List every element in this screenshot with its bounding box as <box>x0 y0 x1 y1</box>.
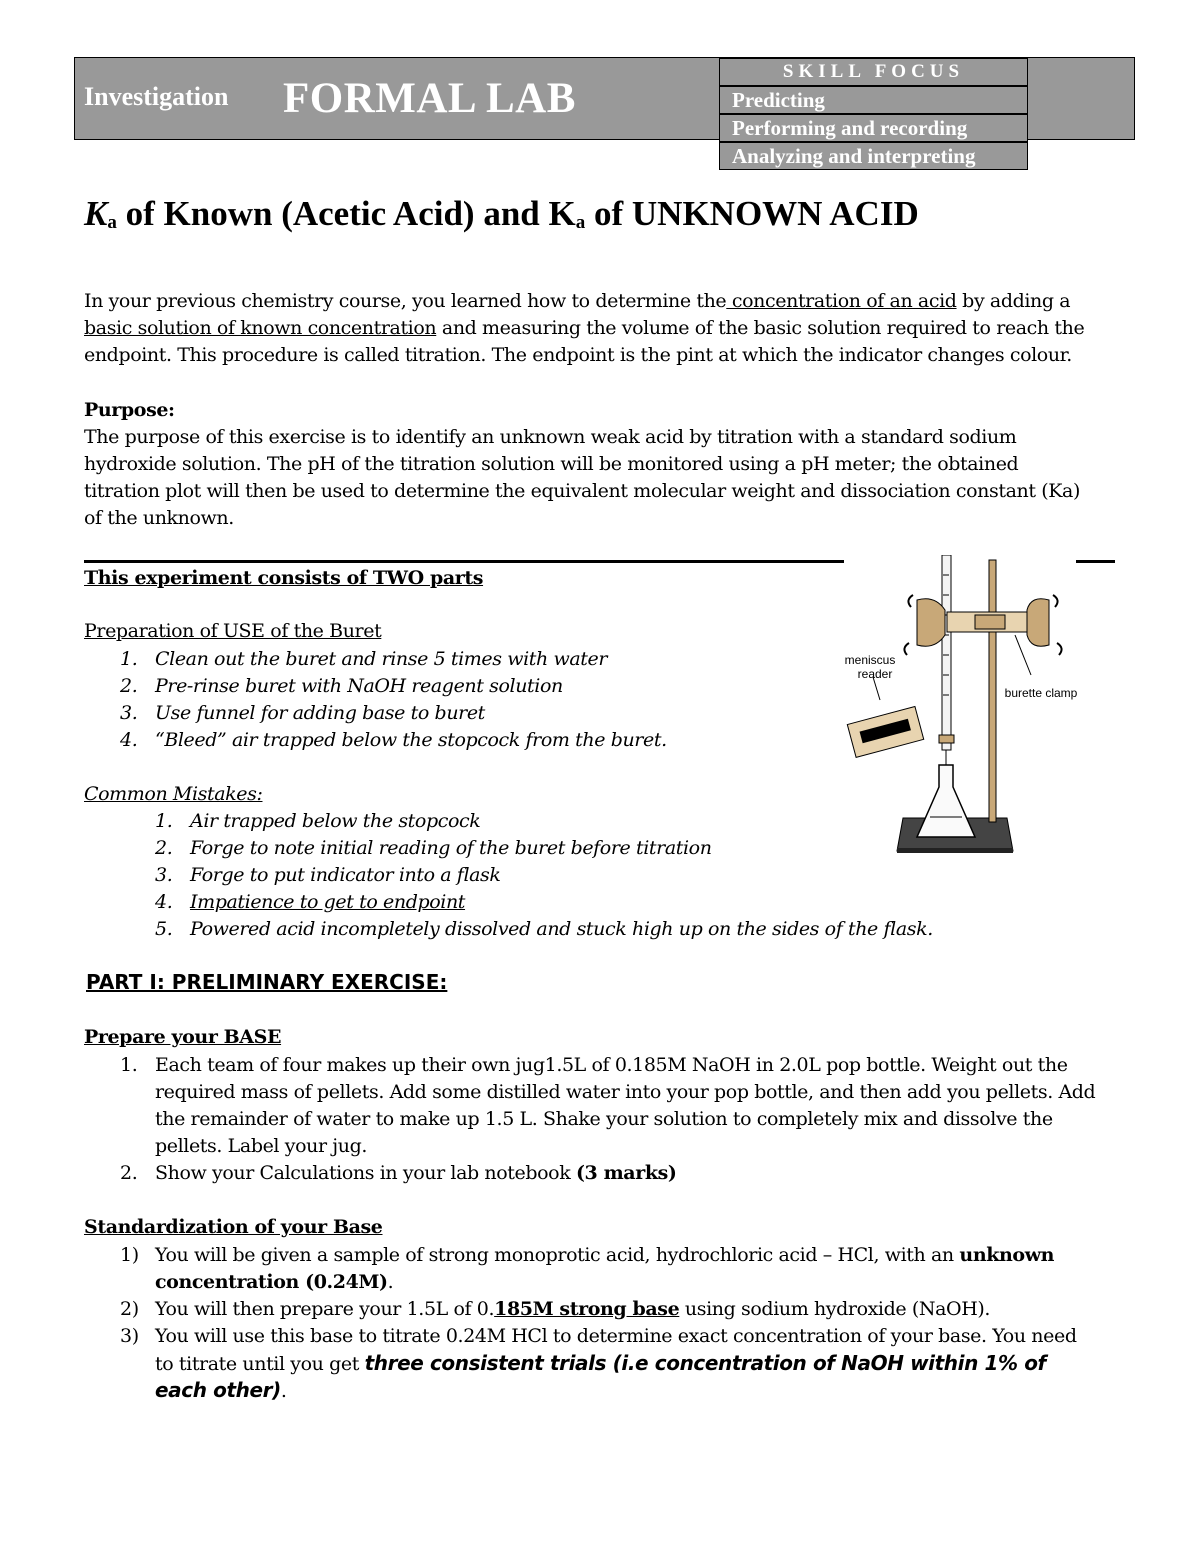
std-step-1-num: 1) <box>120 1244 139 1266</box>
std-step-3-num: 3) <box>120 1325 139 1347</box>
meniscus-label-line-1: meniscus <box>844 653 896 667</box>
base-step-2: Show your Calculations in your lab notebook (3 marks) <box>155 1162 677 1184</box>
part1-heading: PART I: PRELIMINARY EXERCISE: <box>86 970 448 994</box>
burette-clamp-label: burette clamp <box>1004 686 1078 700</box>
intro-line-1: In your previous chemistry course, you learned how to determine the concentration of an acid by adding a <box>84 290 1071 312</box>
base-step-1-line-1: Each team of four makes up their own jug1.5L of 0.185M NaOH in 2.0L pop bottle. Weight out the <box>155 1054 1068 1076</box>
base-step-1-line-3: the remainder of water to make up 1.5 L. Shake your solution to completely mix and dissolve the <box>155 1108 1053 1130</box>
purpose-line-2: hydroxide solution. The pH of the titration solution will be monitored using a pH meter; the obtained <box>84 453 1019 475</box>
prep-heading: Preparation of USE of the Buret <box>84 620 382 642</box>
meniscus-label-line-2: reader <box>857 667 893 681</box>
base-step-2-num: 2. <box>120 1162 138 1184</box>
divider-rule <box>84 560 844 563</box>
base-step-1-line-2: required mass of pellets. Add some distilled water into your pop bottle, and then add you pellets. Add <box>155 1081 1096 1103</box>
std-step-2-num: 2) <box>120 1298 139 1320</box>
skill-predicting: Predicting <box>719 86 1028 114</box>
page-title: $K_a$ of Known (Acetic Acid) and $K_a$ of UNKNOWN ACID <box>84 194 919 233</box>
intro-line-2: basic solution of known concentration and measuring the volume of the basic solution required to reach the <box>84 317 1085 339</box>
experiment-heading: This experiment consists of TWO parts <box>84 567 484 589</box>
skill-analyzing: Analyzing and interpreting <box>719 142 1028 170</box>
std-step-3-line-3: each other). <box>155 1378 287 1402</box>
std-step-1-line-2: concentration (0.24M). <box>155 1271 394 1293</box>
investigation-label: Investigation <box>84 82 229 111</box>
formal-lab-title: FORMAL LAB <box>283 75 576 122</box>
std-step-3-line-1: You will use this base to titrate 0.24M HCl to determine exact concentration of your base. You need <box>155 1325 1077 1347</box>
base-step-1-num: 1. <box>120 1054 138 1076</box>
std-heading: Standardization of your Base <box>84 1216 383 1238</box>
purpose-heading: Purpose: <box>84 399 175 421</box>
buret-stand-figure <box>835 555 1120 860</box>
base-heading: Prepare your BASE <box>84 1026 282 1048</box>
purpose-line-4: of the unknown. <box>84 507 234 529</box>
purpose-line-1: The purpose of this exercise is to identify an unknown weak acid by titration with a standard sodium <box>84 426 1017 448</box>
std-step-1-line-1: You will be given a sample of strong monoprotic acid, hydrochloric acid – HCl, with an unknown <box>155 1244 1055 1266</box>
std-step-2: You will then prepare your 1.5L of 0.185M strong base using sodium hydroxide (NaOH). <box>155 1298 991 1320</box>
intro-line-3: endpoint. This procedure is called titration. The endpoint is the pint at which the indicator changes colour. <box>84 344 1072 366</box>
std-step-3-line-2: to titrate until you get three consistent trials (i.e concentration of NaOH within 1% of <box>155 1351 1046 1375</box>
base-step-1-line-4: pellets. Label your jug. <box>155 1135 367 1157</box>
skill-focus-heading: SKILL FOCUS <box>719 58 1028 86</box>
purpose-line-3: titration plot will then be used to determine the equivalent molecular weight and dissociation constant (Ka) <box>84 480 1080 502</box>
mistakes-heading: Common Mistakes: <box>84 783 263 805</box>
skill-performing: Performing and recording <box>719 114 1028 142</box>
